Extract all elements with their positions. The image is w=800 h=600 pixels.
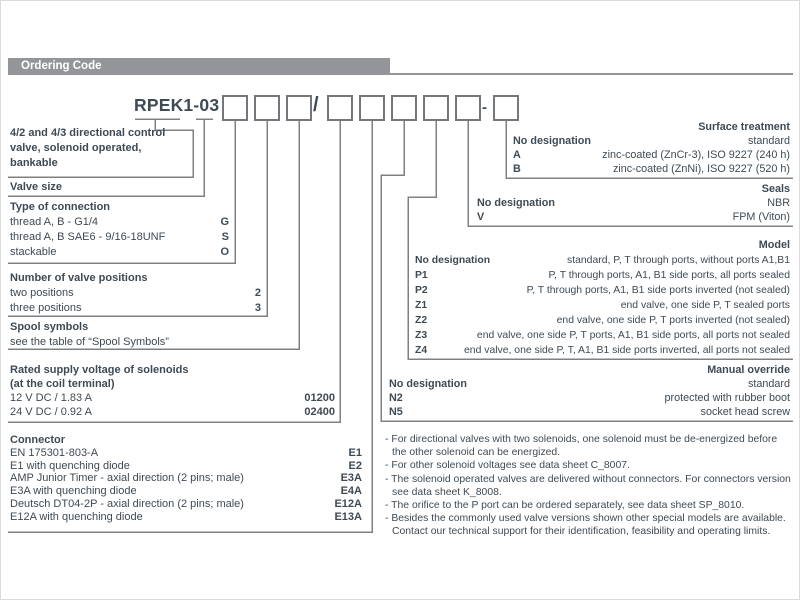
supply-voltage-title: Rated supply voltage of solenoids: [10, 364, 189, 376]
option-code: A: [513, 149, 521, 161]
option-code: N5: [389, 406, 403, 418]
description-line: bankable: [10, 157, 58, 169]
table-row: [513, 162, 790, 176]
table-row: [389, 377, 790, 391]
manual-override-title: Manual override: [707, 364, 790, 376]
code-box-8: [455, 95, 481, 121]
footnotes: [385, 433, 794, 539]
code-box-3: [286, 95, 312, 121]
option-label: 12 V DC / 1.83 A: [10, 392, 92, 404]
footnote: - The orifice to the P port can be ordered separately, see data sheet SP_8010.: [385, 500, 745, 512]
section-model: [415, 238, 790, 358]
option-code: 3: [254, 302, 261, 314]
section-surface-treatment: [513, 120, 790, 176]
header-rule: [390, 73, 793, 75]
option-code: E12A: [334, 497, 362, 510]
table-row: [415, 298, 790, 313]
table-row: [10, 230, 229, 245]
section-connector: [10, 434, 362, 524]
table-row: [10, 511, 362, 524]
seals-title: Seals: [761, 183, 790, 195]
code-box-2: [254, 95, 280, 121]
option-label: end valve, one side P, T ports, A1, B1 side ports, all ports not sealed: [476, 330, 790, 341]
code-separator-dash: -: [482, 99, 487, 116]
code-box-9: [493, 95, 519, 121]
option-code: No designation: [415, 255, 491, 266]
option-label: end valve, one side P, T ports inverted (not sealed): [556, 315, 790, 326]
table-row: [10, 460, 362, 473]
option-label: protected with rubber boot: [664, 392, 790, 404]
option-label: NBR: [767, 197, 790, 209]
option-code: Z4: [415, 345, 428, 356]
option-label: FPM (Viton): [732, 211, 790, 223]
option-code: E13A: [334, 510, 362, 523]
option-label: P, T through ports, A1, B1 side ports inverted (not sealed): [526, 285, 790, 296]
option-code: P2: [415, 285, 428, 296]
option-label: three positions: [10, 302, 82, 314]
option-code: No designation: [477, 197, 555, 209]
type-of-connection-title: Type of connection: [10, 201, 111, 213]
table-row: [415, 283, 790, 298]
option-label: end valve, one side P, T, A1, B1 side ports inverted, all ports not sealed: [464, 345, 790, 356]
table-row: [415, 313, 790, 328]
table-row: [477, 210, 790, 224]
section-spool-symbols: [10, 320, 270, 350]
table-row: [415, 253, 790, 268]
table-row: [10, 472, 362, 485]
table-row: [10, 215, 229, 230]
option-code: V: [477, 211, 485, 223]
option-label: Deutsch DT04-2P - axial direction (2 pins; male): [10, 497, 244, 510]
option-label: socket head screw: [700, 406, 790, 418]
option-code: O: [220, 246, 229, 258]
table-row: [10, 485, 362, 498]
code-separator-slash: /: [313, 94, 319, 116]
option-label: stackable: [10, 246, 57, 258]
option-code: No designation: [389, 378, 467, 390]
section-header-bar: [8, 58, 390, 75]
section-header-title: Ordering Code: [21, 60, 102, 72]
option-code: No designation: [513, 135, 591, 147]
table-row: [10, 245, 229, 260]
table-row: [10, 391, 335, 405]
table-row: [10, 447, 362, 460]
valve-size-title: Valve size: [10, 181, 62, 193]
connector-title: Connector: [10, 434, 65, 446]
table-row: [10, 405, 335, 419]
option-label: thread A, B SAE6 - 9/16-18UNF: [10, 231, 166, 243]
option-code: E1: [348, 446, 362, 459]
footnote: - Besides the commonly used valve versions shown other special models are available. Contact our technical support for their identification, feasibility and operating limits.: [385, 513, 786, 538]
option-code: 02400: [304, 406, 335, 418]
section-description: [10, 126, 210, 171]
table-row: [10, 301, 261, 316]
option-label: 24 V DC / 0.92 A: [10, 406, 92, 418]
option-code: P1: [415, 270, 428, 281]
table-row: [415, 328, 790, 343]
option-label: E12A with quenching diode: [10, 510, 143, 523]
table-row: [389, 405, 790, 419]
model-title: Model: [758, 239, 790, 251]
footnote: - For other solenoid voltages see data sheet C_8007.: [385, 460, 630, 472]
option-label: P, T through ports, A1, B1 side ports, all ports sealed: [548, 270, 790, 281]
code-prefix: RPEK1-03: [134, 95, 220, 115]
table-row: [389, 391, 790, 405]
option-label: E3A with quenching diode: [10, 485, 137, 498]
option-label: standard: [747, 378, 790, 390]
spool-symbols-title: Spool symbols: [10, 321, 89, 333]
option-label: zinc-coated (ZnNi), ISO 9227 (520 h): [612, 163, 790, 175]
section-type-of-connection: [10, 200, 229, 260]
option-label: E1 with quenching diode: [10, 459, 130, 472]
section-valve-size: [10, 180, 62, 195]
section-seals: [477, 182, 790, 224]
surface-treatment-title: Surface treatment: [698, 121, 790, 133]
code-box-4: [327, 95, 353, 121]
option-code: S: [221, 231, 229, 243]
option-label: thread A, B - G1/4: [10, 216, 99, 228]
option-code: E3A: [340, 472, 362, 485]
footnote: - The solenoid operated valves are delivered without connectors. For connectors version see data sheet K_8008.: [385, 473, 791, 498]
code-box-7: [423, 95, 449, 121]
option-code: N2: [389, 392, 403, 404]
option-code: B: [513, 163, 521, 175]
option-label: standard, P, T through ports, without ports A1,B1: [567, 255, 790, 266]
valve-positions-title: Number of valve positions: [10, 272, 148, 284]
option-label: EN 175301-803-A: [10, 446, 99, 459]
table-row: [513, 148, 790, 162]
option-label: zinc-coated (ZnCr-3), ISO 9227 (240 h): [602, 149, 790, 161]
option-code: Z3: [415, 330, 428, 341]
option-label: end valve, one side P, T sealed ports: [620, 300, 790, 311]
section-valve-positions: [10, 271, 261, 316]
option-label: AMP Junior Timer - axial direction (2 pins; male): [10, 472, 244, 485]
option-code: E2: [348, 459, 362, 472]
footnote: - For directional valves with two solenoids, one solenoid must be de-energized before the other solenoid can be energized.: [385, 434, 778, 459]
option-code: G: [220, 216, 229, 228]
table-row: [415, 268, 790, 283]
code-box-5: [359, 95, 385, 121]
table-row: [477, 196, 790, 210]
spool-symbols-note: see the table of “Spool Symbols”: [10, 336, 169, 348]
section-manual-override: [389, 363, 790, 419]
option-code: Z1: [415, 300, 428, 311]
code-box-1: [222, 95, 248, 121]
description-line: valve, solenoid operated,: [10, 142, 142, 154]
option-code: Z2: [415, 315, 428, 326]
option-label: standard: [747, 135, 790, 147]
description-line: 4/2 and 4/3 directional control: [10, 127, 166, 139]
option-code: 2: [254, 287, 261, 299]
table-row: [513, 134, 790, 148]
option-code: E4A: [340, 485, 362, 498]
section-supply-voltage: [10, 363, 335, 419]
code-box-6: [391, 95, 417, 121]
table-row: [10, 286, 261, 301]
table-row: [10, 498, 362, 511]
supply-voltage-subtitle: (at the coil terminal): [10, 378, 115, 390]
option-code: 01200: [304, 392, 335, 404]
table-row: [415, 343, 790, 358]
option-label: two positions: [10, 287, 74, 299]
